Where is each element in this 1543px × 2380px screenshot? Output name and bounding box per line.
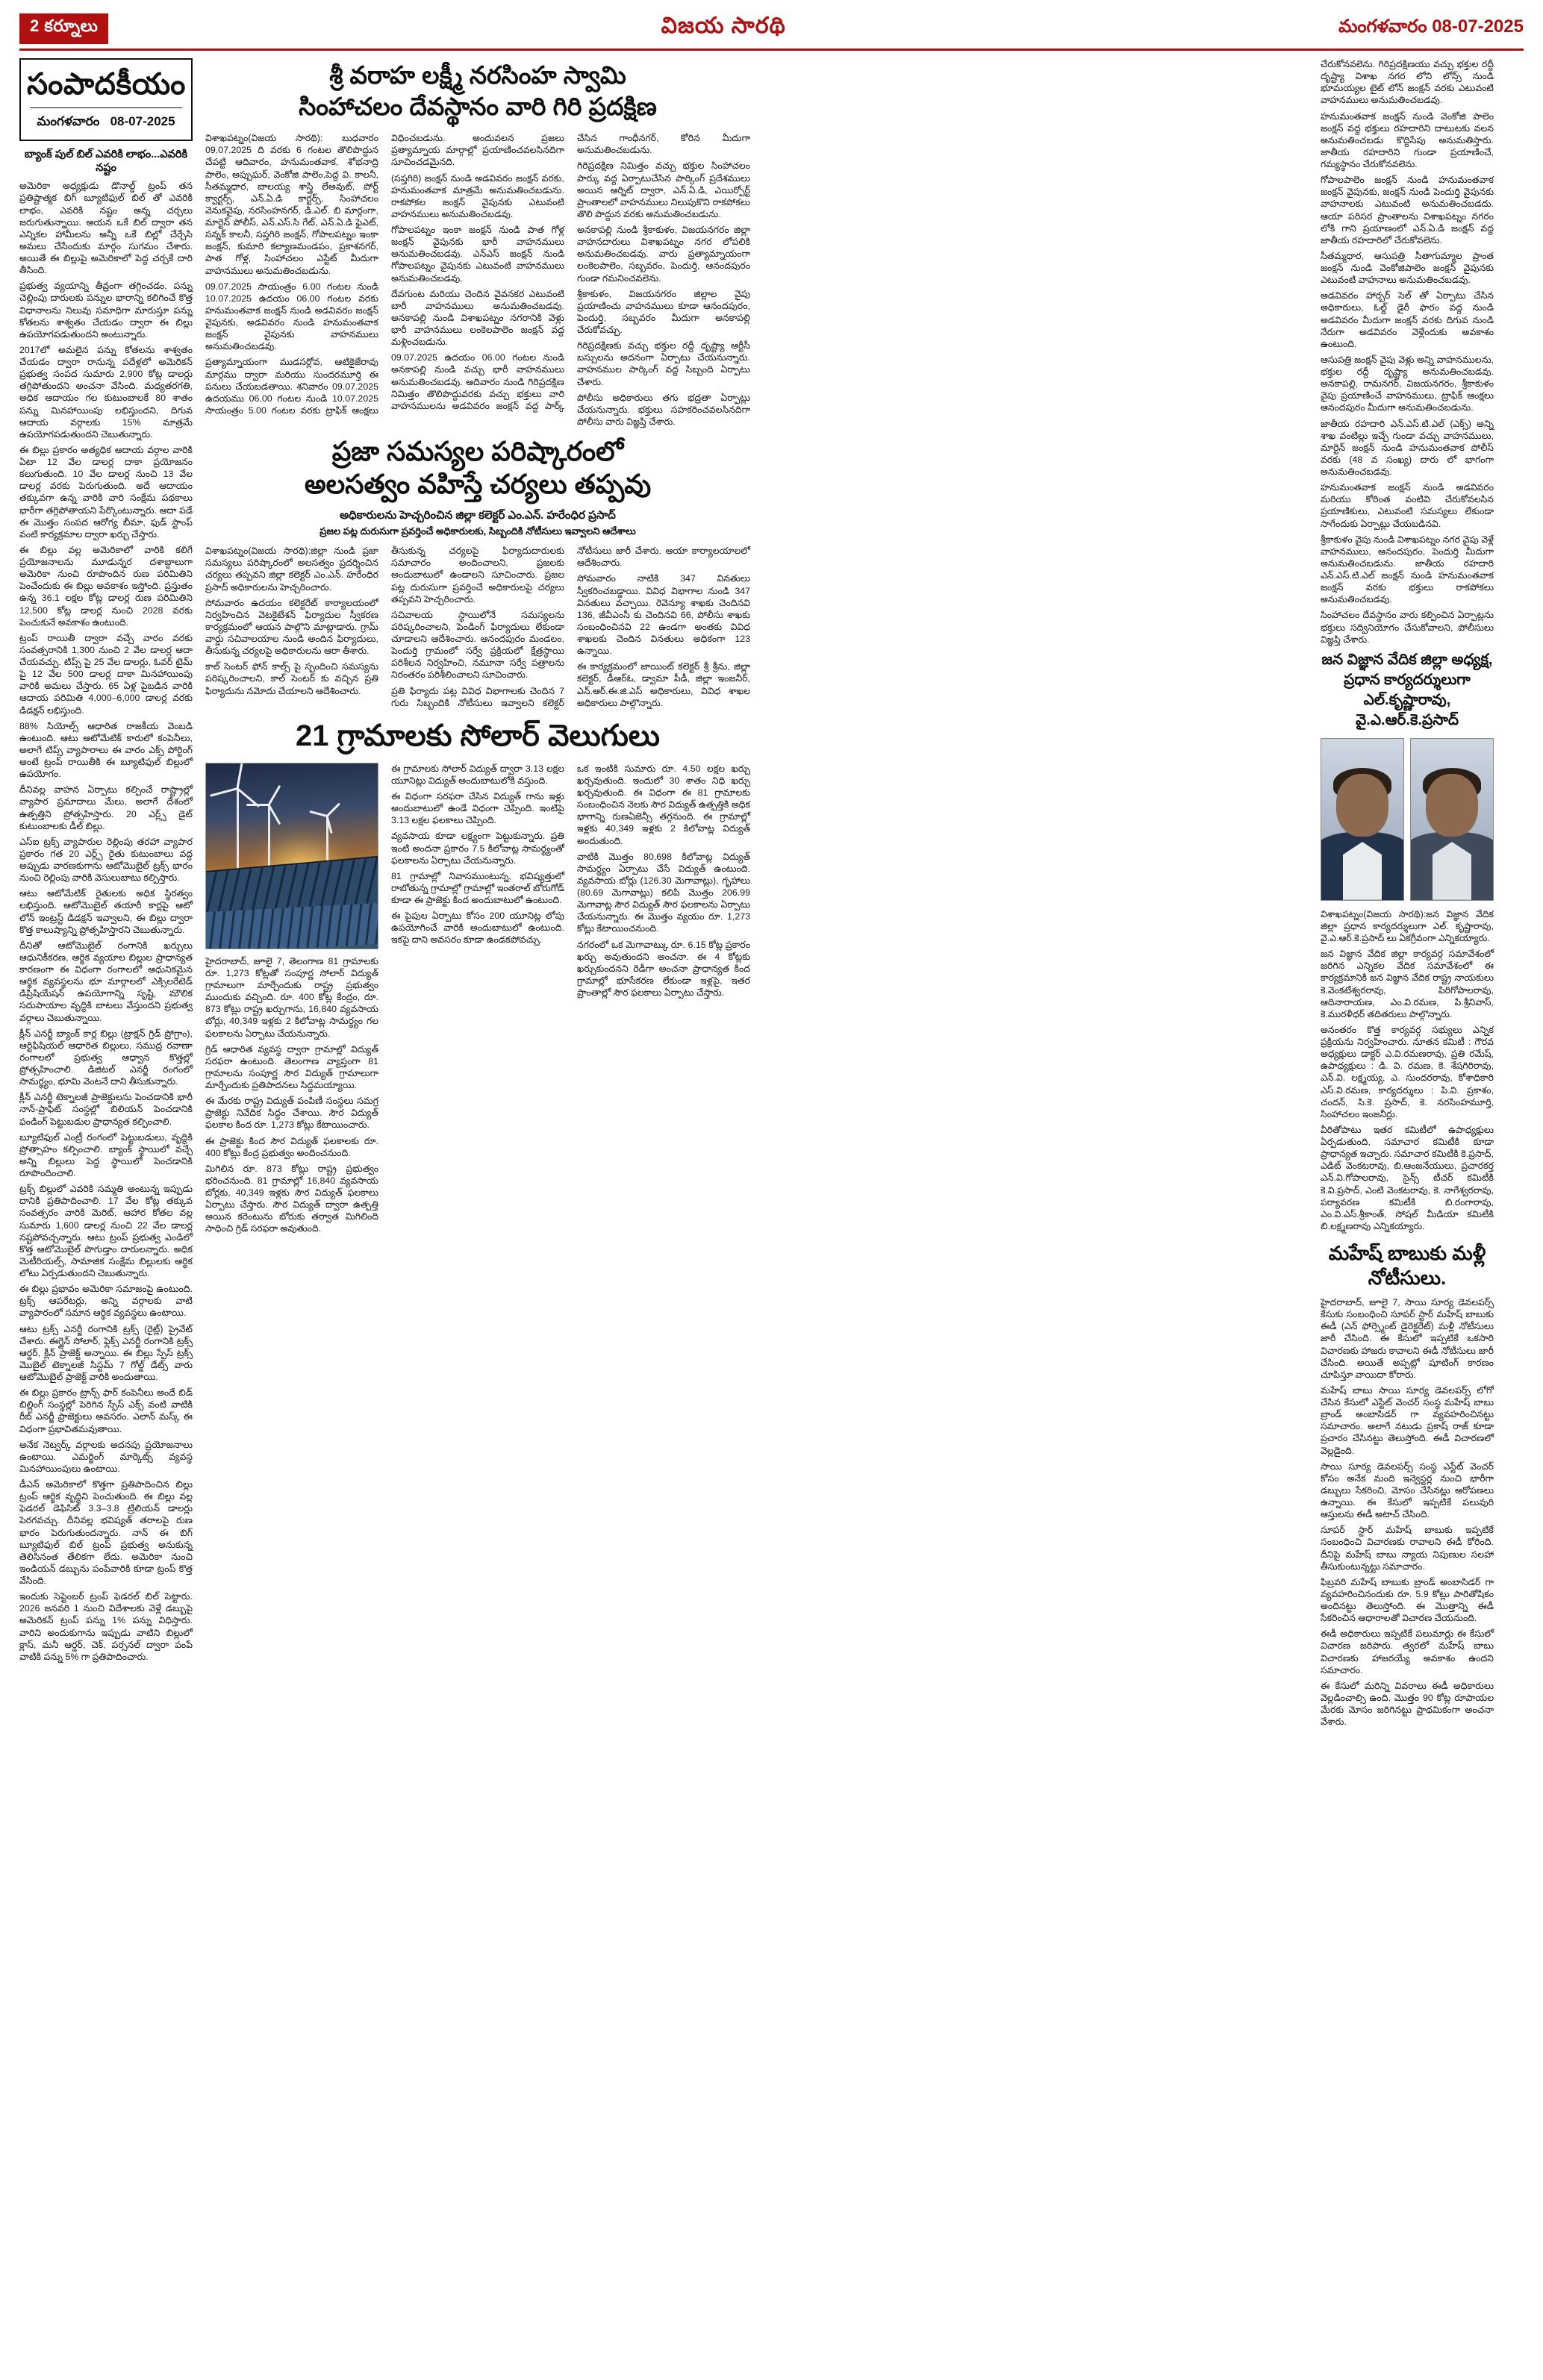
publication-date: మంగళవారం 08-07-2025 — [1338, 16, 1524, 37]
wind-turbine-tower — [237, 787, 239, 871]
right-para: గోపాలపాలెం జంక్షన్ నుండి హనుమంతవాక జంక్షన్ వైపునకు, జంక్షన్ నుండి పెందుర్తి వైపునకు వాహనాలకు ఎటువంటి అనుమతించబడదు. ఆయా పరిసర ప్రాంతాలను విశాఖపట్నం నగరం లోకి గాని ప్రయాణంలో ఎన్.ఏ.డి జంక్షన్ వద్ద జాతీయ రహదారిలో చేరుకోవలెను. — [1321, 175, 1494, 246]
collector-para: తీసుకున్న చర్యలపై ఫిర్యాదుదారులకు సమాచారం అందించాలని, ప్రజలకు అందుబాటులో ఉండాలని సూచించారు. ప్రజల పట్ల దురుసుగా ప్రవర్తించే అధికారులపై చర్యలు తప్పవని హెచ్చరించారు. — [391, 546, 564, 605]
turbine-blade — [267, 785, 281, 805]
notice-para: సాయి సూర్య డెవలపర్స్ సంస్థ ఎస్టేట్ వెంచర్ కోసం అనేక మంది ఇన్వెస్టర్ల నుంచి భారీగా డబ్బులు సేకరించి, మోసం చేసినట్లు ఆరోపణలు ఉన్నాయి. ఈ కేసులో ఇప్పటికే పలువురి ఆస్తులను ఈడీ అటాచ్ చేసింది. — [1321, 1461, 1494, 1520]
solar-wind-farm-photo — [205, 763, 378, 949]
editorial-para: ఎస్ఐ ట్రక్స్ వ్యాపారుల రెల్లింపు తరహా వ్యాపార ప్రకారం గత 20 ఎర్ల్స్ రైతు కుటుంబాలు వద్ద అప్పుడు వారణకుగాను ఆటోమొబైల్ ట్రక్స్ భారం నుంచి రెల్లింపు వారికి వెసులుబాటు కల్పిస్తారు. — [19, 836, 193, 884]
center-overflow-spacer — [763, 58, 1308, 59]
collector-para: విశాఖపట్నం(విజయ సారథి):జిల్లా నుండి ప్రజా సమస్యలు పరిష్కారంలో అలసత్వం ప్రదర్శించిన చర్యలు తప్పవని జిల్లా కలెక్టర్ ఎం.ఎన్. హరేంధిర ప్రసాద్ అధికారులను హెచ్చరించారు. — [205, 546, 378, 593]
leader-portraits — [1321, 738, 1494, 901]
editorial-title: సంపాదకీయం — [27, 68, 186, 101]
editorial-date-value: 08-07-2025 — [110, 114, 175, 128]
leaders-para: వీరితోపాటు ఇతర కమిటీలో ఉపాధ్యక్షులు ఏర్పడుతుంది, సమాచార కమిటీకి కూడా ప్రాధాన్యత ఇచ్చారు. సమాచార కమిటీకి కె.ప్రసాద్, ఎడిట్ వెంకటరావు, బి.ఆంజనేయులు, ప్రచారకర్త ఎన్.వి.గోపాలరావు, సైన్స్ టీచర్ కమిటీకి కె.వి.ప్రసాద్, ఎంటి వెంకటరావు, కె. నాగేశ్వరరావు, పర్యావరణ కమిటీకి బి.రంగారావు, ఎం.వి.ఎస్.శ్రీకాంత్, సోషల్ మీడియా కమిటీకి బి.లక్ష్మణరావు ఎన్నికయ్యారు. — [1321, 1124, 1494, 1231]
editorial-para: దీనివల్ల వాహన ఏర్పాటు కల్పించే రాష్ట్రాల్లో వ్యాపార ప్రమాదాలు మేలు, అలాగే దేశంలో ఉత్పత్తిని ప్రోత్సహిస్తారు. 20 ఎర్ల్స్ డైట్ కుటుంబాలకు డీల్ బిల్లు. — [19, 784, 193, 831]
right-para: ఆసుపత్రి జంక్షన్ వైపు వెళ్లు అన్ని వాహనములను, భక్తుల రద్దీ దృష్ట్యా అనుమతించబడవు. అనకాపల్లి, రామనగర్, విజయనగరం, శ్రీకాకుళం వైపు ప్రయాణించే వాహనములు, ట్రాఫిక్ ఆంక్షలు ఆనందపురం మీదుగా అనుమతించబడును. — [1321, 354, 1494, 413]
solar-para: వ్యవసాయ కూడా లక్ష్యంగా పెట్టుకున్నారు. ప్రతి ఇంటి అందనా ప్రకారం 7.5 కిలోవాట్ల సామర్థ్యంతో ఫలకాలను ఏర్పాటు చేయనున్నారు. — [391, 831, 564, 866]
solar-body-col1 — [205, 955, 378, 1235]
right-para: హనుమంతవాక జంక్షన్ నుండి వెంకోజి పాలెం జంక్షన్ వద్ద భక్తులు రహదారిని దాటుటకు వలన అనుమతించబడు కొద్దిసేపు అనుమతిస్తారు. జాతీయ రహదారిని గుండా ప్రయాణించే, గమ్యస్థానం చేరుకోనవలెను. — [1321, 110, 1494, 169]
editorial-para: క్లీన్ ఎనర్జీ టెక్నాలజీ ప్రాజెక్టులను పెంచడానికి భారీ నాన్-ప్రాఫిట్ సంస్థల్లో బిలియన్ పెంచడానికి ఫండింగ్ పెట్టుబడుల ప్రాధాన్యత కల్పించాలి. — [19, 1092, 193, 1127]
editorial-para: అమెరికా అధ్యక్షుడు డొనాల్డ్ ట్రంప్ తన ప్రతిష్టాత్మక బిగ్ బ్యూటిఫుల్ బిల్ తో ఎవరికి లాభం, ఎవరికి నష్టం అన్న చర్చలు జరుగుతున్నాయి. ఆయన ఒకే బిల్ ద్వారా తన ఎన్నికల హామీలను అన్నీ ఒకే బిల్లో చేర్చేసి అమలు చేసేందుకు మార్గం సుగమం చేశారు. అయితే ఈ బిల్లుపై అమెరికాలో పెద్ద చర్చకే దారి తీసింది. — [19, 181, 193, 276]
temple-para: అనకాపల్లి నుండి శ్రీకాకుళం, విజయనగరం జిల్లా వాహనదారులు విశాఖపట్నం నగర లోపలికి అనుమతించబడవు. వారు ప్రత్యామ్నాయంగా లంకెలపాలెం, సబ్బవరం, పెందుర్తి, ఆనందపురం గుండా గమనించవలెను. — [577, 225, 750, 284]
editorial-para: క్లీన్ ఎనర్జీ బ్యాంక్ కార్ల బిల్లు (ట్రాక్షన్ గ్రిడ్ ప్రోగ్రాం), ఆర్టిఫిషియల్ ఆధారిత బిల్లులు, సముద్ర రవాణా రంగాలలో ప్రభుత్వ ఆధ్వాన కొత్తల్లో ప్రోత్సహించాలి. డిజిటల్ ఎనర్జీ రంగంలో సామర్థ్యం, భూమి వెంటనే దాని తీసుకున్నారు. — [19, 1028, 193, 1087]
turbine-blade — [326, 803, 340, 817]
collector-headline — [205, 435, 750, 501]
turbine-blade — [210, 787, 237, 797]
editorial-para: ఈ బిల్లు ప్రభావం అమెరికా సమాజంపై ఉంటుంది. ట్రక్స్ ఆపరేటర్లు, అన్ని వర్గాలకు వాటి వ్యాపారంలో సమాన ఆర్థిక వ్యవస్థలు ఉంటాయి. — [19, 1284, 193, 1319]
editorial-headline: బ్యాంక్ పుల్ బిల్ ఎవరికి లాభం...ఎవ‌రికి న‌ష్టం — [24, 149, 188, 175]
collector-para: ప్రతి ఫిర్యాదు పట్ల వివిధ విభాగాలకు చెందిన 7 గురు సిబ్బందికి నోటీసులు ఇవ్వాలని కలెక్టర్ నోటీసులు జారీ చేశారు. ఆయా కార్యాలయాలలో ఆదేశించారు. — [391, 546, 750, 708]
temple-headline-line1: శ్రీ వరాహ లక్ష్మీ నరసింహ స్వామి — [329, 61, 626, 89]
notice-para: ఈ కేసులో మరిన్ని వివరాలు ఈడీ అధికారులు వెల్లడించాల్సి ఉంది. మొత్తం 90 కోట్ల రూపాయల మేరకు మోసం జరిగినట్టు ప్రాథమికంగా అంచనా వేశారు. — [1321, 1680, 1494, 1728]
temple-para: దేవగుంట మరియు చెందిన వైవనకర ఎటువంటి బారీ వాహనములు అనుమతించబడవు. అనకాపల్లి నుండి విశాఖపట్నం నగరానికి వెళ్లు భారీ వాహనములు లంకెలపాలెం జంక్షన్ వద్ద మళ్లించబడును. — [391, 288, 564, 348]
editorial-para: ట్రక్స్ బిల్లులో ఎవరికి సమ్మతి అంటున్న ఇప్పుడు దానికి ప్రతిపాదించాలి. 17 వేల కోట్ల తక్కువ సంవత్సరం వారికి మెరిట్, ఆహార కోతల వల్ల సుమారు 1,600 డాలర్ల నుంచి 22 వేల డాలర్ల నష్టపోవచ్చన్నారు. ఆటు ట్రంప్ ప్రభుత్వ ఎండిలో కొత్త ఆటోమొబైల్ పొగుడ్తాం దారులన్నారు. అధిక మెటీరియల్స్, సామాజిక సంక్షేమ బిల్లులకు ఆర్థిక లోటు ఏర్పడుతుందని చెబుతున్నారు. — [19, 1184, 193, 1278]
temple-para: శ్రీకాకుళం, విజయనగరం జిల్లాల వైపు ప్రయాణించు వాహనములు కూడా ఆనందపురం, పెందుర్తి, సబ్బవరం మీదుగా అనకాపల్లి చేరుకోవచ్చు. — [577, 288, 750, 336]
solar-para: వాటికి మొత్తం 80,698 కిలోవాట్ల విద్యుత్ సామర్థ్యం ఏర్పాటు చేసే విద్యుత్ ఉంటుంది. వ్యవసాయ బోర్లు (126.30 మెగావాట్లు), గృహాలు (80.69 మెగావాట్లు) కలిపి మొత్తం 206.99 మెగావాట్ల సౌర విద్యుత్ సౌర ఫలకాలను ఏర్పాటు చేయనున్నారు. ఈ మొత్తం వ్యయం రూ. 1,273 కోట్లు కేటాయించనుంది. — [577, 851, 750, 934]
editorial-para: 2017లో అమలైన పన్ను కోతలను శాశ్వతం చేయడం ద్వారా రానున్న పదేళ్లలో అమెరికన్ ప్రభుత్వ సంపద సుమారు 2,900 కోట్ల డాలర్లు తగ్గిపోతుందని అంచనా వేసింది. మధ్యతరగతి, అధిక ఆదాయం గల కుటుంబాలకే 80 శాతం పన్ను మినహాయింపు లభిస్తుందని, దిగువ ఆదాయ వర్గాలకు 15% మాత్రమే ఉపయోగపడుతుందని చెబుతున్నారు. — [19, 344, 193, 440]
temple-body — [205, 132, 750, 428]
temple-continuation — [1321, 58, 1494, 646]
temple-headline — [205, 60, 750, 122]
editorial-para: ఈ బిల్లు ప్రకారం ట్రాన్స్ ఫార్ కంపెనీలు అందే బిడ్ బిల్లింగ్ సంస్థల్లో పెరిగిన స్పేస్ ఎక్స్ వంటి వాటికి రీబ్ ఎనర్జీ ప్రాజెక్టులు అవసరం. ఎలాన్ మస్క్ ఈ విధంగా ప్రభావితమవుతాయి. — [19, 1387, 193, 1434]
right-column — [1321, 58, 1494, 1731]
notice-para: ఫిబ్రవరి మహేష్ బాబుకు బ్రాండ్ అంబాసిడర్ గా వ్యవహరించినందుకు రూ. 5.9 కోట్లు పారితోషికం అందినట్టు తెలుస్తోంది. ఈ మొత్తాన్ని ఈడీ సేకరించిన ఆధారాలతో విచారణ చేయనుంది. — [1321, 1576, 1494, 1624]
editorial-para: ప్రభుత్వ వ్యయాన్ని తీవ్రంగా తగ్గించడం, పన్ను చెల్లింపు దారులకు పన్నుల భారాన్ని కలిగించే కొత్త విధానాలను నిలువు సమాధిగా మారుస్తూ పన్ను కోతలను శాశ్వతం చేయడం ద్వారా ఈ బిల్లు ఉపయోగపడుతుందని అంటున్నారు. — [19, 281, 193, 340]
solar-para: ఈ విధంగా సరఫరా చేసిన విద్యుత్ గాను ఇళ్లు అందుబాటులో ఉండే విధంగా చెప్పింది. ఇంటిపై 3.13 లక్షల ఫలకాలు చెప్పింది. — [391, 791, 564, 826]
collector-headline-line2: అలసత్వం వహిస్తే చర్యలు తప్పవు — [304, 468, 652, 499]
collector-body — [205, 545, 750, 709]
right-para: సింహాచలం దేవస్థానం వారు కల్పించిన ఏర్పాట్లను భక్తులు సద్వినియోగం చేసుకోవాలని, పోలీసులు విజ్ఞప్తి చేశారు. — [1321, 610, 1494, 645]
editorial-para: దీనితో ఆటోమొబైల్ రంగానికి ఖర్చులు ఆధునికీకరణ, ఆర్థిక వ్యయాల బిల్లుల ప్రాధాన్యత కారణంగా ఈ విధంగా రంగాలలో ఆధునికమైన ఆర్థిక వ్యవస్థలను భూ మార్గాలలో ఎక్సిలరేటెడ్ డిప్రిషియేషన్ ఉపయోగాన్ని సృష్టి, మౌలిక సదుపాయాల వృద్ధికి బాటలు వేస్తుందని ప్రభుత్వ వర్గాలు చెబుతున్నాయి. — [19, 940, 193, 1023]
temple-para: గోపాలపట్నం ఇంకా జంక్షన్ నుండి పాత గోళ్ల జంక్షన్ వైపునకు భారీ వాహనములు అనుమతించబడవు. ఎన్ఎస్ జంక్షన్ నుండి గోపాలపట్నం వైపునకు ఎటువంటి వాహనములు అనుమతించబడవు. — [391, 225, 564, 284]
solar-para: నగరంలో ఒక మెగావాట్కు రూ. 6.15 కోట్ల ప్రకారం ఖర్చు అవుతుందని అంచనా. ఈ 4 కోట్లకు ఖర్చుకుందనని రెడీగా అంచనా ప్రాధాన్యత కింద గ్రామాల్లో భూసేకరణ లేకుండా ఇళ్లపై, ఇతర ప్రాంతాల్లో సౌర ఫలకాలు ఏర్పాటు చేస్తారు. — [577, 939, 750, 999]
right-para: చేరుకోనవలెను. గిరిప్రదక్షిణయు వచ్చు భక్తుల రద్దీ దృష్ట్యా విశాఖ నగర లోని లోన్స్ నుండి భూమయ్యల టైట్ లోన్ జంక్షన్ వరకు ఎటువంటి వాహనములు అనుమతించబడవు. — [1321, 59, 1494, 106]
editorial-para: 88% సియోల్స్ ఆధారిత రాజకీయ వెంబడి ఉంటుంది. ఆటు ఆటోమేటిక్ కారులో కంపెనీలు, అలాగే టిప్స్ వ్యాపారాలు ఈ వారం ఎక్స్ పోర్టింగ్ అంటే ట్రంప్ రాయితీకి ఈ బ్యూటిఫుల్ బిల్లులో ఉపయోగం. — [19, 720, 193, 780]
collector-headline-line1: ప్రజా సమస్యల పరిష్కారంలో — [331, 436, 624, 467]
leaders-para: అనంతరం కొత్త కార్యవర్గ సభ్యులు ఎన్నిక ప్రక్రియను నిర్వహించారు. నూతన కమిటీ : గౌరవ అధ్యక్షులు డాక్టర్ ఎ.వి.రమణరావు, ప్రతి రమేష్, ఉపాధ్యక్షులు : డి. వి. రమణ, కె. శేషగిరిరావు, ఎన్.వి. లక్ష్మయ్య, ఎ. సుందరరావు, కోశాధికారి ఎస్.వి.రమణ, కార్యదర్శులు : పి.వి. ప్రకాశం, చందన్, సి.కె. ప్రసాద్, కె. నరసింహమూర్తి, సింహాచలం ఇంజనీర్లు. — [1321, 1024, 1494, 1119]
leaders-body — [1321, 908, 1494, 1232]
solar-para: గ్రిడ్ ఆధారిత వ్యవస్థ ద్వారా గ్రామాల్లో విద్యుత్ సరఫరా ఉంటుంది. తెలంగాణ వ్యాప్తంగా 81 గ్రామాలను సంపూర్ణ సౌర విద్యుత్ గ్రామాలుగా మార్చేందుకు ప్రతిపాదనలు సిద్ధమయ్యాయి. — [205, 1043, 378, 1091]
leaders-para: విశాఖపట్నం(విజయ సారథి):జన విజ్ఞాన వేదిక జిల్లా ప్రధాన కార్యదర్శులుగా ఎల్. కృష్ణారావు, వై.ఎ.ఆర్.కె.ప్రసాద్ లు ఏకగ్రీవంగా ఎన్నికయ్యారు. — [1321, 908, 1494, 943]
right-para: జాతీయ రహదారి ఎన్.ఎస్.టి.ఎల్ (ఎక్స్) అన్ని శాఖ వంటిల్లు ఇచ్చే గుండా వచ్చు వాహనములు, మార్టెన్ జంక్షన్ నుండి హనుమంతవాక పోలీస్ వరకు (48 వ సంఖ్య) దారు లో భాగంగా అనుమతించబడవు. — [1321, 418, 1494, 477]
editorial-para: డీఎన్ అమెరికాలో కొత్తగా ప్రతిపాదించిన బిల్లు ట్రంప్ ఆర్థిక వృద్ధిని పెంచుతుంది. ఈ బిల్లు వల్ల ఫెడరల్ డెఫిసిట్ 3.3–3.8 ట్రిలియన్ డాలర్లు పెరగవచ్చు. దీనివల్ల భవిష్యత్ తరాలపై రుణ భారం పెరుగుతుందన్నారు. నాన్ ఈ బిగ్ బ్యూటిఫుల్ బిల్ ట్రంప్ ప్రభుత్వ అనుకున్న తెలిసినంత తేలికగా లేదు. అమెరికా నుంచి ఇండియన్ డబ్బును పంపేవారికి కూడా ట్రంప్ కొత్త వేసింది. — [19, 1479, 193, 1586]
leaders-headline-line2: ప్రధాన కార్యదర్శులుగా — [1344, 671, 1471, 688]
collector-subhead-1: అధికారులను హెచ్చరించిన జిల్లా కలెక్టర్ ఎం.ఎన్. హరేంధిర ప్రసాద్ — [340, 508, 616, 522]
collector-para: సోమవారం నాటికి 347 వినతులు స్వీకరించబడ్డాయి. వివిధ విభాగాల నుండి 347 వినతులు వచ్చాయి. రెవెన్యూ శాఖకు చెందినవి 136, జీవీఎంసీ కు చెందినవి 66, పోలీసు శాఖకు సంబంధించినవి 22 ఉండగా అంతకు వివిధ శాఖలకు చెందిన వినతులు అధికంగా 123 ఉన్నాయి. — [577, 573, 750, 657]
page-number-label: 2 కర్నూలు — [19, 13, 108, 44]
mahesh-notice-headline: మహేష్ బాబుకు మళ్లీ నోటీసులు. — [1328, 1242, 1486, 1289]
temple-para: విశాఖపట్నం(విజయ సారథి): బుధవారం 09.07.2025 ది వరకు 6 గంటల తొలిపొద్దున చేపట్టి ఆదివారం, హనుమంతవాక, శోభనాద్రి పాలెం, అప్పుఘర్, వెంకోజి పాలెం,పెద్ద వి. కాలనీ, సీతమ్మధార, బాలయ్య శాస్త్రి లేఅవుట్, పోర్ట్ క్వార్టర్స్, ఎన్.ఏ.డి కార్టర్స్, సింహాచలం వెనుకవైపు, నరసింహనగర్, డి.ఎల్. బి మార్గంగా, మార్టెన్ పోలీస్, ఎన్.ఎస్.సి గేట్, ఎన్.ఏ.డి ఫైఎట్, సన్నక్ కాలనీ, సప్తగిరి జంక్షన్, గోపాలపట్నం ఇంకా జంక్షన్, కుమారి కల్యాణమండపం, ప్రకాశనగర్, పాత గోళ్ల, సింహాచలం ఎస్టేట్ మీదుగా వాహనములు అనుమతించబడును. — [205, 133, 378, 276]
portrait-face — [1426, 774, 1478, 837]
editorial-divider — [30, 107, 182, 108]
editorial-para: ఈ బిల్లు వల్ల అమెరికాలో వారికి కలిగే ప్రయోజనాలను మూడున్నర దశాబ్దాలుగా అమెరికా నుంచి రూపొందిన రుణ పరిమితిని పెంచేందుకు ఈ బిల్లు అవకాశం ఇస్తోంది. ప్రస్తుతం ఉన్న 36.1 లక్షల కోట్ల డాలర్ల రుణ పరిమితిని 12,500 కోట్ల డాలర్ల నుంచి 2028 వరకు పెంచుకునే అవకాశం ఉంటుంది. — [19, 544, 193, 628]
solar-para: 81 గ్రామాల్లో నివాసముంటున్న, భవిష్యత్తులో రాబోతున్న గ్రామాల్లో గ్రామాల్లో ఇంతరాల్ బోరుగోడ్ కూడా ఈ ప్రాజెక్టు కింద అందుబాటులో ఉంటుంది. — [391, 870, 564, 906]
page-grid — [19, 58, 1524, 1731]
temple-para: గిరిప్రదక్షిణ నిమిత్తం వచ్చు భక్తుల సింహాచలం పార్కు వద్ద ఏర్పాటుచేసిన పార్కింగ్ ప్రదేశములు అయిన ఆర్నిట్ ద్వారా, ఎన్.ఏ.డి, ఎయిర్పోర్ట్ ప్రాంతాలలో వాహనములు నిలుపుకొని రాకపోకలు తొలి పొద్దున వరకు అనుమతించబడును. — [577, 160, 750, 219]
leaders-para: జన విజ్ఞాన వేదిక జిల్లా కార్యవర్గ సమావేశంలో జరిగిన ఎన్నికల వేదిక సమావేశంలో ఈ కార్యక్రమానికి జన విజ్ఞాన వేదిక రాష్ట్ర నాయకులు కె.వెంకటేశ్వరరావు, పిరిగోపాలరావు, ఆదినారాయణ, ఎం.వి.రమణ, పి.శ్రీనివాస్, కె.మురళీధర్ తదితరులు పాల్గొన్నారు. — [1321, 949, 1494, 1019]
temple-para: గిరిప్రదక్షిణకు వచ్చు భక్తుల రద్దీ దృష్ట్యా ఆర్టీసీ బస్సులను అదనంగా ఏర్పాటు చేయనున్నారు. వాహనముల పార్కింగ్ వద్ద సిబ్బంది ఏర్పాటు చేశారు. — [577, 340, 750, 387]
temple-para: 09.07.2025 సాయంత్రం 6.00 గంటల నుండి 10.07.2025 ఉదయం 06.00 గంటల వరకు హనుమంతవాక జంక్షన్ నుండి అడవివరం జంక్షన్ వైపునకు, అడవివరం నుండి హనుమంతవాక జంక్షన్ వైపునకు వాహనములు అనుమతించబడవు. — [205, 281, 378, 352]
solar-para: మిగిలిన రూ. 873 కోట్లు రాష్ట్ర ప్రభుత్వం భరించనుంది. 81 గ్రామాల్లో 16,840 వ్యవసాయ బోర్లకు, 40,349 ఇళ్లకు సౌర విద్యుత్ ఫలకాలు ఏర్పాటు చేస్తారు. సౌర విద్యుత్ ద్వారా ఉత్పత్తి అయిన కరెంటును బోరుకు తర్వాత మిగిలింది సాధించి గ్రిడ్ సరఫరా అవుతుంది. — [205, 1163, 378, 1234]
turbine-blade — [309, 810, 327, 817]
turbine-blade — [237, 763, 244, 789]
notice-para: మహేష్ బాబు సాయి సూర్య డెవలపర్స్ లోగో చేసిన కేసులో ఎస్టేట్ వెంచర్ సంస్థ మహేష్ బాబు బ్రాండ్ అంబాసిడర్ గా వ్యవహరించినట్టు సమాచారం. అలాగే నటుడు ప్రకాష్ రాజ్ కూడా ప్రచారం చేసినట్టు తెలుస్తోంది. ఈడీ విచారణలో వెల్లడైంది. — [1321, 1384, 1494, 1456]
solar-photo-cell — [205, 763, 378, 1239]
editorial-day: మంగళవారం — [37, 114, 100, 128]
solar-body-col3 — [577, 763, 750, 1239]
collector-para: సచివాలయ స్థాయిలోనే సమస్యలను పరిష్కరించాలని, పెండింగ్ ఫిర్యాదులు లేకుండా చూడాలని ఆదేశించారు. ఆనందపురం మండలం, పెందుర్తి గ్రామంలో సర్వే ప్రక్రియలో క్షేత్రస్థాయి పరిశీలన నిర్వహించి, నమూనా సర్వే పత్రాలను నిరంతరం పరిశీలించాలని సూచించారు. — [391, 609, 564, 681]
editorial-para: ఆటు ఆటోమేటిక్ రైతులకు అధిక స్థిరత్వం లభిస్తుంది. ఆటోమొబైల్ తయారీ కార్లపై ఆటో లోన్ ఇంట్రస్ట్ డిడక్షన్ ఇవ్వాలని, ఈ బిల్లు ద్వారా కొత్త కాలుష్యాన్ని ప్రోత్సహిస్తారని చెబుతున్నారు. — [19, 888, 193, 935]
newspaper-title: విజయ సారథి — [661, 13, 786, 38]
leaders-headline — [1321, 650, 1494, 731]
notice-para: ఈడీ అధికారులు ఇప్పటికే పలుమార్లు ఈ కేసులో విచారణ జరిపారు. త్వరలో మహేష్ బాబు విచారణకు హాజరయ్యే అవకాశం ఉందని సమాచారం. — [1321, 1628, 1494, 1675]
temple-headline-line2: సింహాచలం దేవస్థానం వారి గిరి ప్రదక్షిణ — [299, 92, 657, 120]
turbine-blade — [267, 805, 281, 825]
editorial-para: బ్యూటిఫుల్ ఎంట్రీ రంగంలో పెట్టుబడులు, వృద్ధికి ప్రోత్సాహం కల్పించాలి. బ్యాంక్ స్థాయిలో వచ్చే అన్ని బిల్లులు పెద్ద స్థాయిలో పెంచడానికి రూపొందించాలి. — [19, 1131, 193, 1178]
solar-para: ఒక ఇంటికి సుమారు రూ. 4.50 లక్షల ఖర్చు ఖర్చవుతుంది. ఇందులో 30 శాతం నిధి ఖర్చు ఖర్చవుతుంది. ఈ విధంగా ఈ 81 గ్రామాలకు సంబంధించిన నెలకు సౌర విద్యుత్ ఉత్పత్తికి అధిక భాగాన్ని రుణఏజెన్సీ తగ్గనుంది. ఈ గ్రామాల్లో ఇళ్లకు 40,349 ఇళ్లకు 2 కిలోవాట్ల విద్యుత్ అందుతుంది. — [577, 763, 750, 846]
wind-turbine-tower — [268, 804, 270, 870]
collector-para: కాల్ సెంటర్ ఫోన్ కాల్స్ పై స్పందించి సమస్యను పరిష్కరించాలని, కాల్ సెంటర్ కు వచ్చిన ప్రతి ఫిర్యాదును నమోదు చేయాలని ఆదేశించారు. — [205, 661, 378, 696]
solar-para: ఈ ప్రాజెక్టు కింద సౌర విద్యుత్ ఫలకాలకు రూ. 400 కోట్లు కేంద్ర ప్రభుత్వం అందించనుంది. — [205, 1135, 378, 1158]
leaders-headline-line3: ఎల్.కృష్ణారావు, వై.ఎ.ఆర్.కె.ప్రసాద్ — [1356, 691, 1459, 728]
collector-para: సోమవారం ఉదయం కలెక్టరేట్ కార్యాలయంలో నిర్వహించిన వెటకైటేశన్ ఫిర్యాదుల స్వీకరణ కార్యక్రమంలో ఆయన పాల్గొని మాట్లాడారు. గ్రామ్ వార్డు సచివాలయాల నుండి అందిన ఫిర్యాదులు, తీసుకున్న చర్యలపై అధికారులను ఆరా తీశారు. — [205, 597, 378, 657]
editorial-box — [19, 58, 193, 141]
editorial-para: ఇందుకు సెప్టెంబర్ ట్రంప్ ఫెడరల్ బిల్ పెట్టారు. 2026 జనవరి 1 నుంచి విదేశాలకు వెళ్లే డబ్బుపై అమెరికన్ ట్రంప్ పన్ను 1% పన్ను విధిస్తారు. వారిని అందుకుగాను ఇప్పుడు వాటిని బిల్లులో క్లాస్, మనీ ఆర్డర్, చెక్, పర్సనల్ ద్వారా పంపే వాటికి పన్ను 5% గా ప్రతిపాదించారు. — [19, 1591, 193, 1662]
right-para: శ్రీకాకుళం వైపు నుండి విశాఖపట్నం నగర వైపు వెళ్లే వాహనములు, ఆనందపురం, పెందుర్తి మీదుగా అనుమతించబడును. జాతీయ రహదారి ఎన్.ఎస్.టి.ఎల్ జంక్షన్ నుండి హనుమంతవాక జంక్షన్ వరకు భక్తులు రాకపోకలు అనుమతించబడవు. — [1321, 534, 1494, 605]
editorial-body — [19, 180, 193, 1663]
notice-para: సూపర్ స్టార్ మహేష్ బాబుకు ఇప్పటికే సంబంధించి విచారణకు రావాలని ఈడీ కోరింది. దీనిపై మహేష్ బాబు న్యాయ నిపుణుల సలహా తీసుకుంటున్నట్టు సమాచారం. — [1321, 1525, 1494, 1572]
solar-body-col2 — [391, 763, 564, 1239]
center-section — [205, 58, 750, 1239]
editorial-para: ఈ బిల్లు ప్రకారం అత్యధిక ఆదాయ వర్గాల వారికి ఏటా 12 వేల డాలర్ల దాకా ప్రయోజనం కలుగుతుంది. 10 వేల డాలర్ల నుంచి 13 వేల డాలర్ల వరకు పెరుగుతుంది. అదే ఆదాయం తక్కువగా ఉన్న వారికి వారి సంక్షేమ పథకాలు భారీగా తగ్గిపోతాయని పేర్కొంటున్నారు. ఆదా పడే ఈ మొత్తం సంపద ఆరోగ్య బీమా, ఫుడ్ స్టాంప్ వంటి కార్యక్రమాల ద్వారా ఖర్చు చేస్తారు. — [19, 444, 193, 540]
masthead — [19, 13, 1524, 51]
leaders-headline-line1: జన విజ్ఞాన వేదిక జిల్లా అధ్యక్ష, — [1321, 651, 1493, 668]
right-para: సీతమ్మధార, ఆసుపత్రి సీతాగుమ్మాల ప్రాంత జంక్షన్ నుండి వెంకోజిపాలెం జంక్షన్ వైపునకు ఎటువంటి వాహనాలు అనుమతించబడవు. — [1321, 250, 1494, 286]
editorial-date — [27, 114, 185, 132]
solar-para: హైదరాబాద్, జూలై 7, తెలంగాణ 81 గ్రామాలకు రూ. 1,273 కోట్లతో సంపూర్ణ సోలార్ విద్యుత్ గ్రామాలుగా మార్చేందుకు రాష్ట్ర ప్రభుత్వం ముందుకు వచ్చింది. రూ. 400 కోట్ల కేంద్రం, రూ. 873 కోట్లు రాష్ట్ర ఖర్చుగాను, 16,840 వ్యవసాయ బోర్లు, 40,349 ఇళ్లకు 2 కిలోవాట్ల సామర్థ్యం గల ఫలకాలను ఏర్పాటు చేయనున్నారు. — [205, 955, 378, 1039]
editorial-para: అనేక నెట్వర్క్ వర్గాలకు అదనపు ప్రయోజనాలు ఉంటాయి. ఎమర్జింగ్ మార్కెట్స్ వ్యవస్థ మినహాయింపులు ఉంటాయి. — [19, 1439, 193, 1474]
editorial-para: ఆటు ట్రక్స్ ఎనర్జీ రంగానికి ట్రక్స్ (రైట్ల్) ప్రైవేట్ చేశారు. ఈగ్జైన్ సోలార్, ఫ్లెక్స్ ఎనర్జీ రంగానికి ట్రక్స్ ఆర్డర్, క్లీన్ ప్రాజెక్ట్ అన్నాయి. ఈ బిల్లు స్పేస్ ట్రక్స్ మొబైల్ టెక్నాలజీ సిస్టమ్ 7 గోల్డ్ డేట్స్ వారు ఆటోమొబైల్ ప్రాజెక్ట్ వారికి అందుతాయి. — [19, 1323, 193, 1382]
turbine-blade — [246, 804, 269, 806]
right-para: అడవివరం హార్బర్ సెల్ తో ఏర్పాటు చేసిన అధికారులు, ఓల్డ్ డైరీ ఫారం వద్ద నుండి అడవివరం మీదుగా జంక్షన్ వరకు దిగువ నుండి నేరుగా అడవివరం వెళ్లేందుకు అవకాశం ఉంటుంది. — [1321, 290, 1494, 349]
temple-para: పోలీసు అధికారులు తగు భద్రతా ఏర్పాట్లు చేయనున్నారు. భక్తులు సహకరించవలసినదిగా పోలీసు వారు విజ్ఞప్తి చేశారు. — [577, 392, 750, 427]
notice-para: హైదరాబాద్, జూలై 7, సాయి సూర్య డెవలపర్స్ కేసుకు సంబంధించి సూపర్ స్టార్ మహేష్ బాబుకు ఈడీ (ఎన్ ఫోర్స్మెంట్ డైరెక్టరేట్) మళ్లీ నోటీసులు జారీ చేసింది. ఈ కేసులో ఇప్పటికే ఒకసారి విచారణకు హాజరు కావాలని ఈడీ నోటీసులు జారీ చేసింది. అయితే అప్పట్లో షూటింగ్ కారణం చూపిస్తూ వాయిదా కోరారు. — [1321, 1297, 1494, 1380]
collector-para: ఈ కార్యక్రమంలో జాయింట్ కలెక్టర్ శ్రీ శ్రీను, జిల్లా కలెక్టర్, డీఆర్ఓ, డ్వామా పీడీ, జిల్లా ఇంజనీర్, ఎన్.ఆర్.ఈ.జి.ఎస్ అధికారులు, వివిధ శాఖల అధికారులు పాల్గొన్నారు. — [577, 661, 750, 708]
portrait-arkprasad — [1410, 738, 1494, 901]
collector-subhead-2: ప్రజల పట్ల దురుసుగా ప్రవర్తించే అధికారులకు, సిబ్బందికి నోటీసులు ఇవ్వాలని ఆదేశాలు — [319, 525, 636, 537]
portrait-face — [1336, 774, 1388, 837]
solar-panel-array-foreground — [206, 903, 378, 949]
temple-para: ప్రత్యామ్నాయంగా ముడసర్లోవ, ఆటికైజేరావు మార్గము ద్వారా మరియు సుందరమూర్తి ఈ పనులు చేయబడతాయి. శనివారం 09.07.2025 ఉదయము 06.00 గంటల నుండి 10.07.2025 సాయంత్రం 5.00 గంటల వరకు ట్రాఫిక్ ఆంక్షలు విధించబడును. అందువలన ప్రజలు ప్రత్యామ్నాయ మార్గాల్లో ప్రయాణించవలసినదిగా సూచించడమైనది. — [205, 133, 564, 416]
mahesh-notice-body — [1321, 1296, 1494, 1728]
right-para: హనుమంతవాక జంక్షన్ నుండి అడవివరం మరియు కోరింత వంటివి చేరుకోవలసిన ప్రయాణికులు, ఎటువంటి సమస్యలు లేకుండా సాగేందుకు ఏర్పాట్లు చేయబడినవి. — [1321, 482, 1494, 529]
solar-headline: 21 గ్రామాలకు సోలార్ వెలుగులు — [296, 719, 660, 752]
solar-para: ఈ గ్రామాలకు సోలార్ విద్యుత్ ద్వారా 3.13 లక్షల యూనిట్లు విద్యుత్ అందుబాటులోకి వస్తుంది. — [391, 763, 564, 786]
temple-para: 09.07.2025 ఉదయం 06.00 గంటల నుండి అనకాపల్లి నుండి వచ్చు భారీ వాహనములు అనుమతించబడవు. ఆదివారం నుండి గిరిప్రదక్షిణ నిమిత్తం తొలిపొద్దువరకు వచ్చు భక్తులు వారి వాహనములను అడవివరం జంక్షన్ వద్ద పార్క్ చేసిన గాంధీనగర్, కోరిన మీదుగా అనుమతించబడును. — [391, 133, 750, 411]
editorial-column — [19, 58, 193, 1667]
portrait-krishna-rao — [1321, 738, 1404, 901]
solar-para: ఈ పైపుల ఏర్పాటు కోసం 200 యూనిట్ల లోపు ఉపయోగించే వారికి అందుబాటులో ఉంటుంది. ఇకపై దాని అవసరం కూడా ఉండకపోవచ్చు. — [391, 911, 564, 946]
editorial-para: ట్రంప్ రాయితీ ద్వారా వచ్చే వారం వరకు సంవత్సరానికి 1,300 నుంచి 2 వేల డాలర్ల ఆదా చేయవచ్చు. టిప్స్ పై 25 వేల డాలర్లు, ఓవర్ టైమ్ పై 12 వేల 500 డాలర్ల దాకా మినహాయింపు వారికి అమలు చేస్తారు. 65 ఏళ్ల పైబడిన వారికి ఆదాయ పరిమితి 4,000–6,000 డాలర్ల వరకు డిడక్షన్ లభిస్తుంది. — [19, 632, 193, 716]
turbine-blade — [326, 816, 333, 834]
temple-para: (సప్తగిరి) జంక్షన్ నుండి అడవివరం జంక్షన్ వరకు, హనుమంతవాక మాత్రమే అనుమతించబడును. రాకపోకల జంక్షన్ వైపునకు ఎటువంటి వాహనములు అనుమతించబడవు. — [391, 172, 564, 219]
solar-layout — [205, 763, 750, 1239]
solar-para: ఈ మేరకు రాష్ట్ర విద్యుత్ పంపిణీ సంస్థలు సమగ్ర ప్రాజెక్టు నివేదిక సిద్ధం చేశాయి. సౌర విద్యుత్ ఫలకాల కింద రూ. 1,273 కోట్లు కేటాయించారు. — [205, 1096, 378, 1131]
